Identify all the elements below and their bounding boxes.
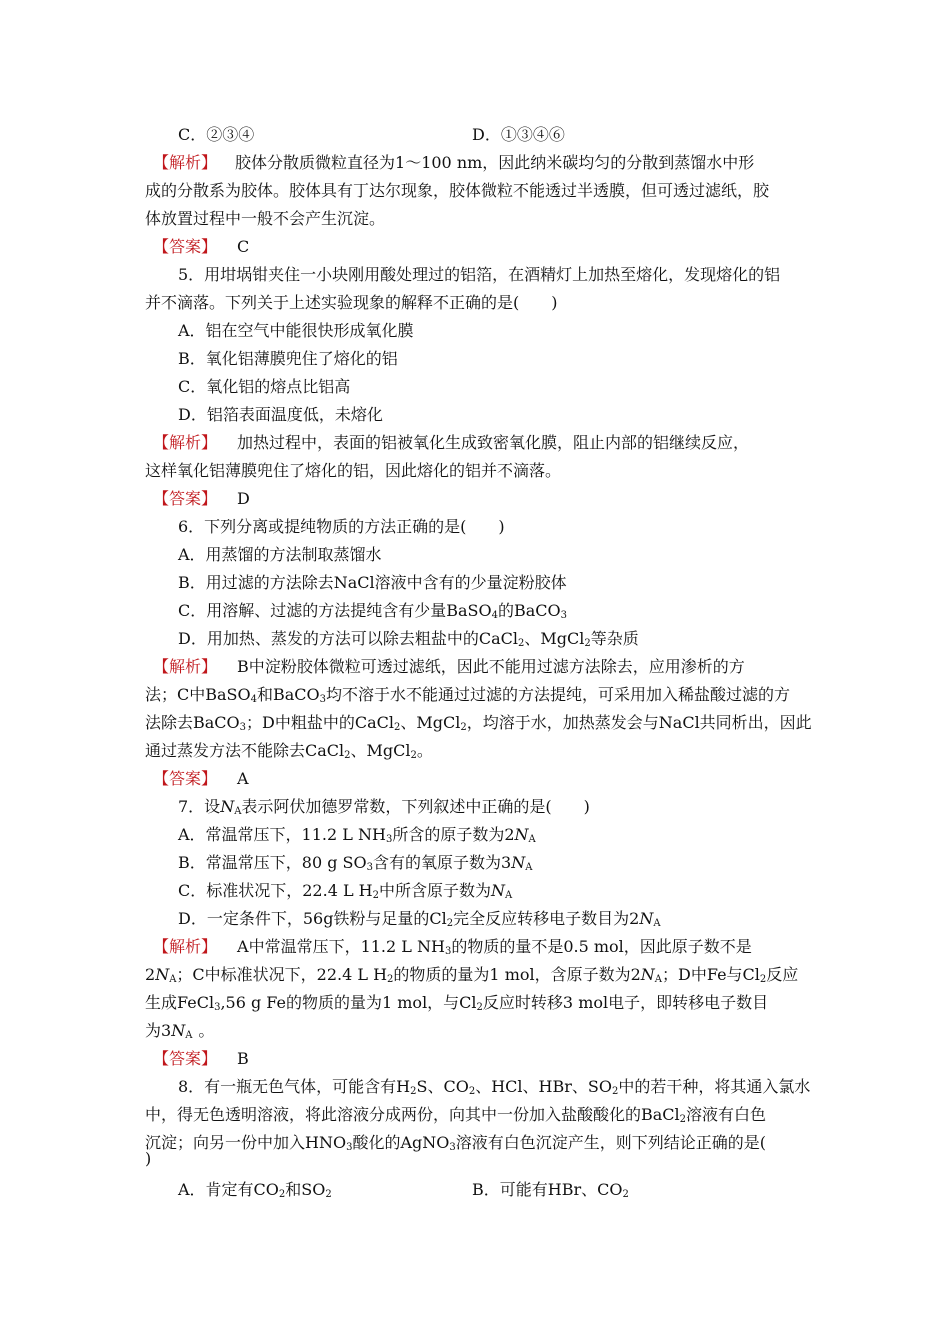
q7-analysis-line-3: 生成FeCl$_3$,56 g Fe的物质的量为1 mol，与$Cl_2$反应时转移3 mol电子，即转移电子数目 xyxy=(145,993,769,1013)
q5-answer xyxy=(153,489,250,509)
q4-answer xyxy=(153,237,249,257)
q6-stem: 6．下列分离或提纯物质的方法正确的是( ) xyxy=(178,517,505,536)
q7-answer xyxy=(153,1049,249,1069)
q6-analysis-line-3: 法除去BaCO$_3$；D中粗盐中的CaCl$_2$、MgCl$_2$，均溶于水，加热蒸发会与NaCl共同析出，因此 xyxy=(145,713,812,733)
q5-stem-line-2: 并不滴落。下列关于上述实验现象的解释不正确的是( ) xyxy=(145,293,558,312)
answer-tag: 【答案】 xyxy=(153,1049,218,1068)
q7-option-d: D．一定条件下，56g铁粉与足量的$Cl_2$完全反应转移电子数目为$2N_A$ xyxy=(178,909,661,929)
q7-stem: 7．设$N_A$表示阿伏加德罗常数，下列叙述中正确的是( ) xyxy=(178,797,590,817)
q6-option-b: B．用过滤的方法除去NaCl溶液中含有的少量淀粉胶体 xyxy=(178,573,567,592)
q6-option-d: D．用加热、蒸发的方法可以除去粗盐中的CaCl$_2$、MgCl$_2$等杂质 xyxy=(178,629,639,649)
q5-option-a: A．铝在空气中能很快形成氧化膜 xyxy=(178,321,414,340)
q6-option-c: C．用溶解、过滤的方法提纯含有少量BaSO$_4$的BaCO$_3$ xyxy=(178,601,568,621)
q8-option-a: A．肯定有$CO_2$和$SO_2$ xyxy=(178,1180,332,1200)
analysis-text: A中常温常压下，11.2 L $NH_3$的物质的量不是0.5 mol，因此原子数不是 xyxy=(237,937,752,957)
q4-analysis-line-2: 成的分散系为胶体。胶体具有丁达尔现象，胶体微粒不能透过半透膜，但可透过滤纸，胶 xyxy=(145,181,770,200)
analysis-text: B中淀粉胶体微粒可透过滤纸，因此不能用过滤方法除去，应用渗析的方 xyxy=(237,657,745,676)
q4-option-c: C．②③④ xyxy=(178,125,255,144)
q4-option-d: D．①③④⑥ xyxy=(472,125,565,144)
q5-option-b: B．氧化铝薄膜兜住了熔化的铝 xyxy=(178,349,398,368)
q6-analysis-line-4: 通过蒸发方法不能除去CaCl$_2$、MgCl$_2$。 xyxy=(145,741,433,761)
answer-value: A xyxy=(237,769,249,788)
answer-tag: 【答案】 xyxy=(153,769,218,788)
analysis-tag: 【解析】 xyxy=(153,657,218,676)
q8-stem-line-1: 8．有一瓶无色气体，可能含有$H_2S$、$CO_2$、HCl、HBr、$SO_2$中的若干种，将其通入氯水 xyxy=(178,1077,811,1097)
q8-option-b: B．可能有HBr、$CO_2$ xyxy=(472,1180,629,1200)
q6-analysis-line-1 xyxy=(153,657,745,677)
q5-analysis-line-1 xyxy=(153,433,749,453)
q5-stem-line-1: 5．用坩埚钳夹住一小块刚用酸处理过的铝箔，在酒精灯上加热至熔化，发现熔化的铝 xyxy=(178,265,781,284)
q6-analysis-line-2: 法；C中BaSO$_4$和BaCO$_3$均不溶于水不能通过过滤的方法提纯，可采用加入稀盐酸过滤的方 xyxy=(145,685,791,705)
q7-analysis-line-1 xyxy=(153,937,752,957)
analysis-tag: 【解析】 xyxy=(153,433,218,452)
q7-option-b: B．常温常压下，80 g $SO_3$含有的氧原子数为$3N_A$ xyxy=(178,853,533,873)
q5-analysis-line-2: 这样氧化铝薄膜兜住了熔化的铝，因此熔化的铝并不滴落。 xyxy=(145,461,562,480)
answer-tag: 【答案】 xyxy=(153,489,218,508)
answer-value: C xyxy=(237,237,250,256)
analysis-text: 胶体分散质微粒直径为1～100 nm，因此纳米碳均匀的分散到蒸馏水中形 xyxy=(235,153,755,172)
q8-stem-line-2: 中，得无色透明溶液，将此溶液分成两份，向其中一份加入盐酸酸化的BaCl$_2$溶液有白色 xyxy=(145,1105,767,1125)
answer-value: B xyxy=(237,1049,249,1068)
answer-value: D xyxy=(237,489,250,508)
q6-answer xyxy=(153,769,249,789)
q7-analysis-line-4: 为$3N_A$ 。 xyxy=(145,1021,215,1041)
q5-option-d: D．铝箔表面温度低，未熔化 xyxy=(178,405,383,424)
answer-tag: 【答案】 xyxy=(153,237,218,256)
q8-stem-line-4: ) xyxy=(145,1149,152,1168)
q5-option-c: C．氧化铝的熔点比铝高 xyxy=(178,377,351,396)
q8-stem-line-3: 沉淀；向另一份中加入$HNO_3$酸化的AgNO$_3$溶液有白色沉淀产生，则下列结论正确的是( xyxy=(145,1133,766,1153)
q7-option-a: A．常温常压下，11.2 L $NH_3$所含的原子数为$2N_A$ xyxy=(178,825,536,845)
q6-option-a: A．用蒸馏的方法制取蒸馏水 xyxy=(178,545,382,564)
q7-analysis-line-2: $2N_A$；C中标准状况下，22.4 L $H_2$的物质的量为1 mol，含原子数为$2N_A$；D中Fe与$Cl_2$反应 xyxy=(145,965,799,985)
q4-analysis-line-3: 体放置过程中一般不会产生沉淀。 xyxy=(145,209,386,228)
q7-option-c: C．标准状况下，22.4 L $H_2$中所含原子数为$N_A$ xyxy=(178,881,513,901)
analysis-tag: 【解析】 xyxy=(153,153,218,172)
analysis-text: 加热过程中，表面的铝被氧化生成致密氧化膜，阻止内部的铝继续反应， xyxy=(237,433,750,452)
q4-analysis-line-1 xyxy=(153,153,754,173)
analysis-tag: 【解析】 xyxy=(153,937,218,956)
